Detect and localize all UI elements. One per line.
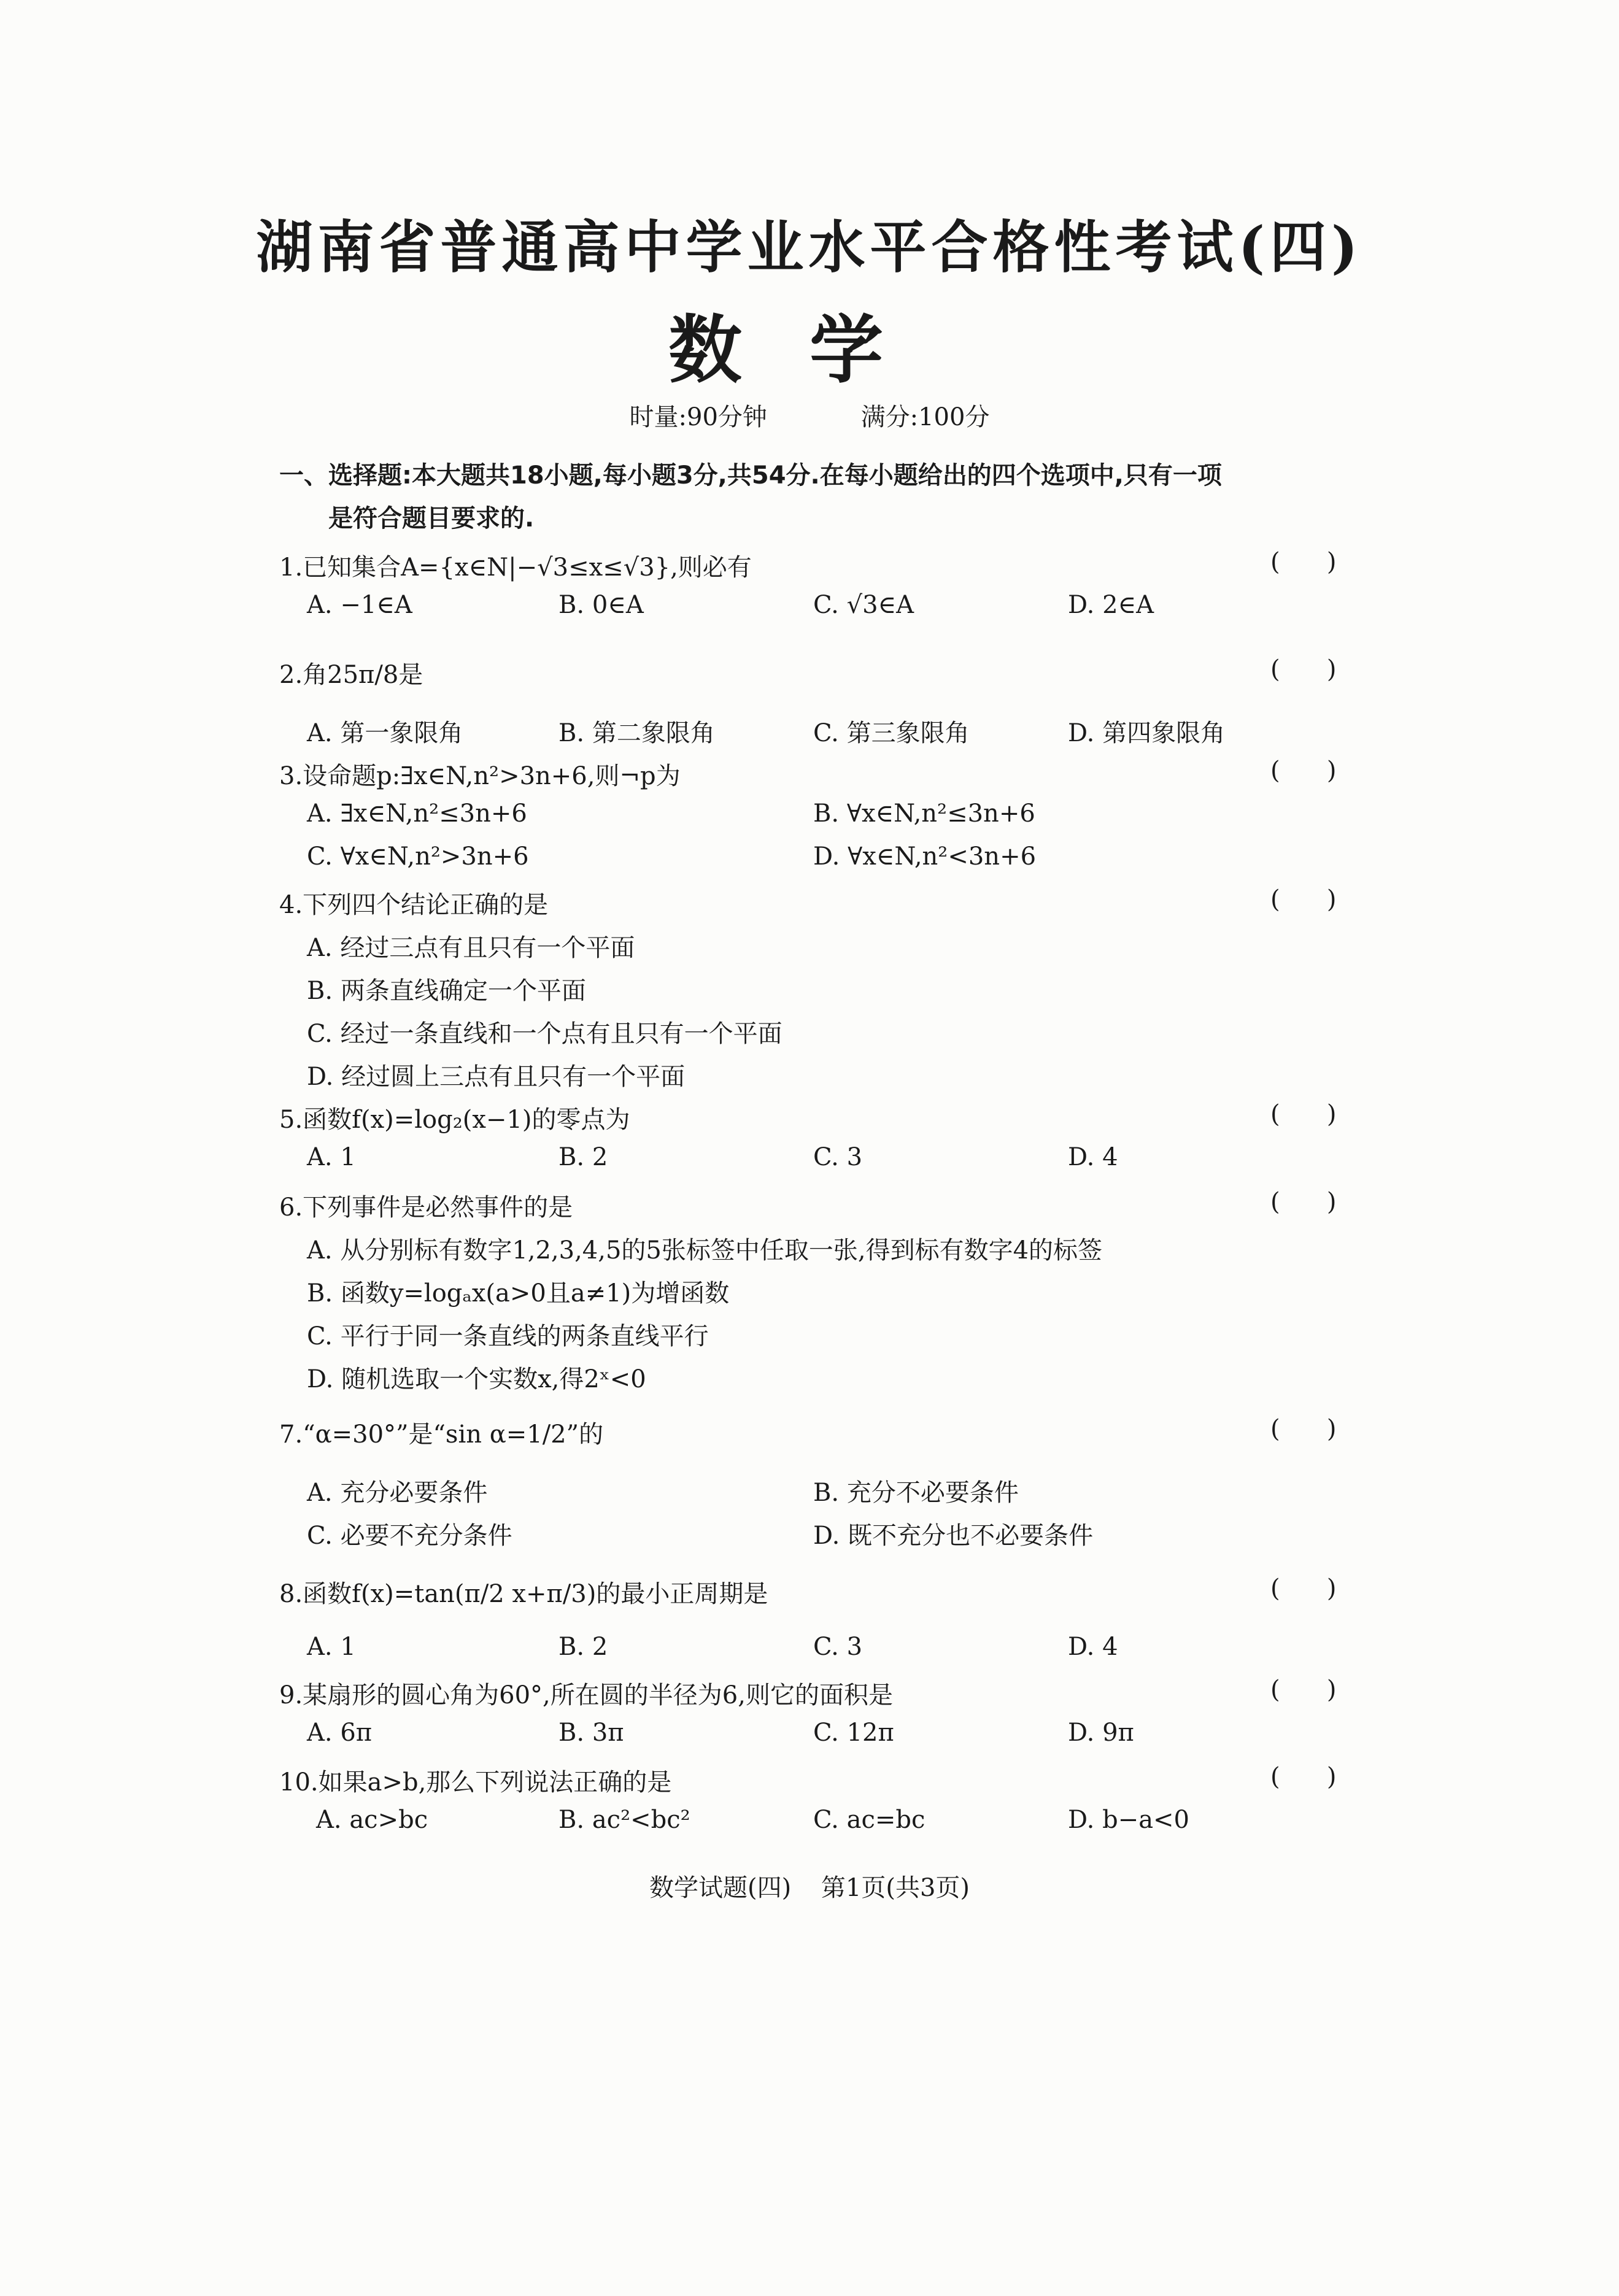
question-stem: 5.函数f(x)=log₂(x−1)的零点为 [279,1106,630,1134]
answer-paren: ( ) [1270,757,1337,785]
time-limit: 时量:90分钟 [629,403,767,431]
option-a: A. 1 [307,1143,356,1171]
option-c: C. 必要不充分条件 [307,1522,512,1550]
section-line-2: 是符合题目要求的. [328,504,535,533]
section-line-1: 一、选择题:本大题共18小题,每小题3分,共54分.在每小题给出的四个选项中,只有一项 [279,461,1222,490]
section-heading [279,454,1359,540]
answer-paren: ( ) [1270,1763,1337,1791]
option-c: C. 12π [813,1719,894,1747]
option-c: C. 3 [813,1143,863,1171]
question-stem: 7.“α=30°”是“sin α=1/2”的 [279,1420,604,1449]
option-a: A. 经过三点有且只有一个平面 [307,934,635,962]
answer-paren: ( ) [1270,1100,1337,1128]
option-b: B. ∀x∈N,n²≤3n+6 [813,799,1035,828]
full-score: 满分:100分 [860,403,990,431]
exam-meta [0,398,1619,433]
option-a: A. 从分别标有数字1,2,3,4,5的5张标签中任取一张,得到标有数字4的标签 [307,1236,1103,1265]
subject-title: 数学 [668,308,951,393]
answer-paren: ( ) [1270,1415,1337,1443]
option-b: B. 两条直线确定一个平面 [307,977,586,1005]
option-d: D. 4 [1068,1143,1118,1171]
option-b: B. 3π [558,1719,624,1747]
option-d: D. 9π [1068,1719,1134,1747]
question-stem: 10.如果a>b,那么下列说法正确的是 [279,1768,672,1797]
option-b: B. ac²<bc² [558,1806,690,1834]
answer-paren: ( ) [1270,1676,1337,1704]
option-b: B. 充分不必要条件 [813,1479,1019,1507]
page-footer [0,1868,1619,1903]
answer-paren: ( ) [1270,1574,1337,1603]
question-stem: 3.设命题p:∃x∈N,n²>3n+6,则¬p为 [279,762,681,790]
option-b: B. 2 [558,1633,608,1661]
answer-paren: ( ) [1270,1188,1337,1216]
option-a: A. 6π [307,1719,373,1747]
option-a: A. −1∈A [307,591,412,619]
option-d: D. 4 [1068,1633,1118,1661]
question-stem: 2.角25π/8是 [279,661,423,689]
option-d: D. 经过圆上三点有且只有一个平面 [307,1063,686,1091]
option-a: A. 第一象限角 [307,719,463,747]
option-a: A. ∃x∈N,n²≤3n+6 [307,799,527,828]
question-stem: 9.某扇形的圆心角为60°,所在圆的半径为6,则它的面积是 [279,1681,893,1709]
answer-paren: ( ) [1270,548,1337,576]
option-c: C. 3 [813,1633,863,1661]
option-d: D. 第四象限角 [1068,719,1226,747]
question-stem: 4.下列四个结论正确的是 [279,891,549,919]
question-stem: 6.下列事件是必然事件的是 [279,1193,573,1222]
option-d: D. 2∈A [1068,591,1154,619]
option-a: A. 1 [307,1633,356,1661]
option-d: D. ∀x∈N,n²<3n+6 [813,842,1037,871]
option-b: B. 0∈A [558,591,644,619]
answer-paren: ( ) [1270,655,1337,684]
question-stem: 8.函数f(x)=tan(π/2 x+π/3)的最小正周期是 [279,1580,768,1608]
answer-paren: ( ) [1270,885,1337,914]
option-a: A. ac>bc [316,1806,428,1834]
footer-exam-name: 数学试题(四) [649,1874,792,1902]
option-d: D. b−a<0 [1068,1806,1190,1834]
option-b: B. 函数y=logₐx(a>0且a≠1)为增函数 [307,1279,730,1308]
footer-page-number: 第1页(共3页) [821,1874,970,1902]
option-b: B. 2 [558,1143,608,1171]
question-stem: 1.已知集合A={x∈N|−√3≤x≤√3},则必有 [279,553,752,582]
exam-title: 湖南省普通高中学业水平合格性考试(四) [256,214,1363,280]
option-c: C. 第三象限角 [813,719,970,747]
option-b: B. 第二象限角 [558,719,715,747]
option-d: D. 既不充分也不必要条件 [813,1522,1094,1550]
option-c: C. 经过一条直线和一个点有且只有一个平面 [307,1020,782,1048]
option-c: C. 平行于同一条直线的两条直线平行 [307,1322,709,1350]
option-d: D. 随机选取一个实数x,得2ˣ<0 [307,1365,646,1393]
option-a: A. 充分必要条件 [307,1479,488,1507]
option-c: C. √3∈A [813,591,914,619]
option-c: C. ∀x∈N,n²>3n+6 [307,842,529,871]
option-c: C. ac=bc [813,1806,925,1834]
